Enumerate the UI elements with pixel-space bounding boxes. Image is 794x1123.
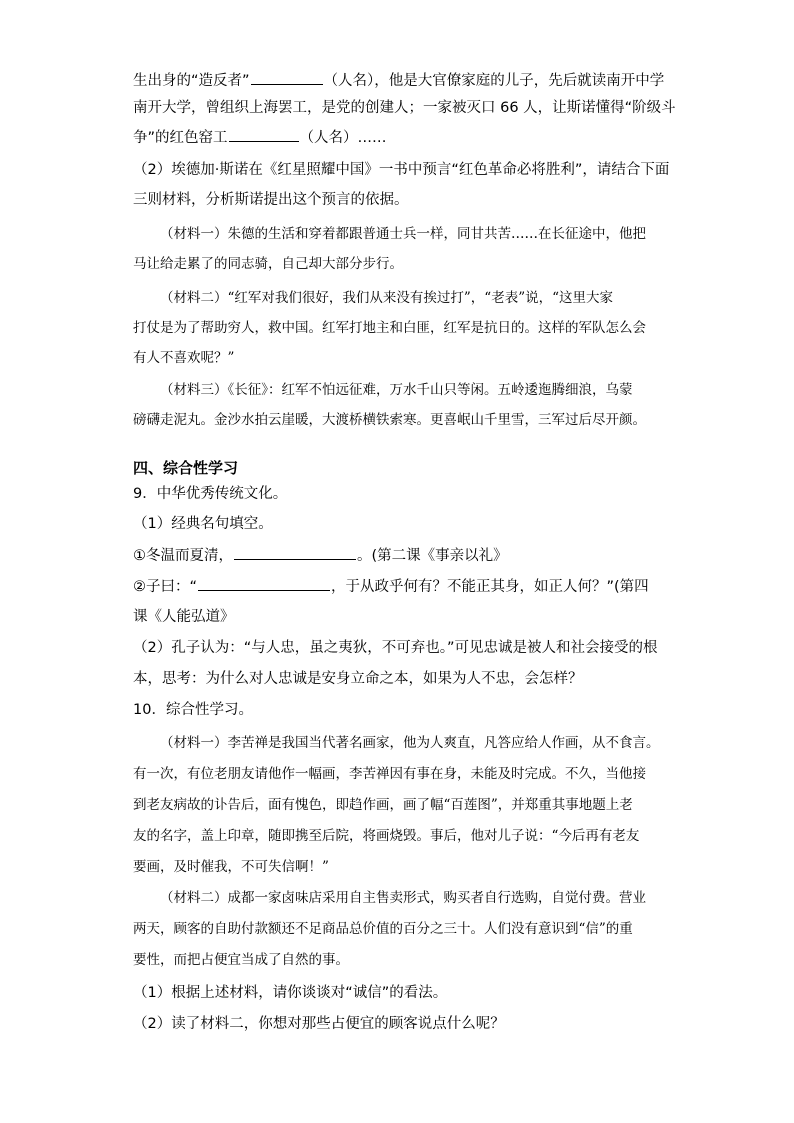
text-segment: ，于从政乎何有？不能正其身，如正人何？”(第四	[331, 579, 649, 595]
material-text: 磅礴走泥丸。金沙水拍云崖暖，大渡桥横铁索寒。更喜岷山千里雪，三军过后尽开颜。	[133, 412, 646, 428]
material-text: （材料一）朱德的生活和穿着都跟普通士兵一样，同甘共苦……在长征途中，他把	[160, 226, 646, 242]
question-text: （2）读了材料二，你想对那些占便宜的顾客说点什么呢？	[133, 1016, 505, 1032]
material-text: 友的名字，盖上印章，随即携至后院，将画烧毁。事后，他对儿子说：“今后再有老友	[133, 828, 640, 844]
question-text: 10．综合性学习。	[133, 702, 253, 718]
text-segment: 生出身的“造反者”	[133, 73, 250, 89]
text-segment: 。(第二课《事亲以礼》	[357, 548, 508, 564]
question-text: （1）经典名句填空。	[133, 516, 273, 532]
text-segment: 争”的红色窑工	[133, 130, 228, 146]
material-text: （材料二）成都一家卤味店采用自主售卖形式，购买者自行选购，自觉付费。营业	[160, 890, 646, 906]
section-heading: 四、综合性学习	[133, 459, 239, 477]
text-segment: （人名）……	[299, 130, 387, 146]
question-text: 本，思考：为什么对人忠诚是安身立命之本，如果为人不忠，会怎样？	[133, 671, 583, 687]
question-text: 9．中华优秀传统文化。	[133, 486, 288, 502]
text-line	[133, 576, 649, 597]
material-text: （材料一）李苦禅是我国当代著名画家，他为人爽直，凡答应给人作画，从不食言。	[160, 735, 660, 751]
material-text: 有人不喜欢呢？”	[133, 350, 235, 366]
material-text: （材料二）“红军对我们很好，我们从来没有挨过打”，“老表”说，“这里大家	[160, 290, 614, 306]
question-text: （2）埃德加·斯诺在《红星照耀中国》一书中预言“红色革命必将胜利”，请结合下面	[133, 162, 670, 178]
text-line: 南开大学，曾组织上海罢工，是党的创建人；一家被灭口 66 人，让斯诺懂得“阶级斗	[133, 100, 676, 116]
answer-blank[interactable]	[251, 70, 323, 85]
text-segment: （人名），他是大官僚家庭的儿子，先后就读南开中学	[323, 73, 665, 89]
question-text: （2）孔子认为：“与人忠，虽之夷狄，不可弃也。”可见忠诚是被人和社会接受的根	[133, 640, 658, 656]
material-text: （材料三）《长征》：红军不怕远征难，万水千山只等闲。五岭逶迤腾细浪，乌蒙	[160, 382, 633, 398]
question-text: （1）根据上述材料，请你谈谈对“诚信”的看法。	[133, 985, 448, 1001]
answer-blank[interactable]	[198, 576, 330, 591]
answer-blank[interactable]	[234, 545, 356, 560]
material-text: 要画，及时催我，不可失信啊！”	[133, 859, 329, 875]
text-segment: ①冬温而夏清，	[133, 548, 233, 564]
material-text: 要性，而把占便宜当成了自然的事。	[133, 952, 349, 968]
text-segment: ②子曰：“	[133, 579, 198, 595]
material-text: 马让给走累了的同志骑，自己却大部分步行。	[133, 256, 403, 272]
material-text: 到老友病故的讣告后，面有愧色，即趋作画，画了幅“百莲图”，并郑重其事地题上老	[133, 797, 633, 813]
answer-blank[interactable]	[229, 127, 299, 142]
material-text: 有一次，有位老朋友请他作一幅画，李苦禅因有事在身，未能及时完成。不久，当他接	[133, 766, 646, 782]
text-line	[133, 70, 664, 91]
text-line	[133, 127, 387, 148]
question-text: 三则材料，分析斯诺提出这个预言的依据。	[133, 192, 409, 208]
material-text: 打仗是为了帮助穷人，救中国。红军打地主和白匪，红军是抗日的。这样的军队怎么会	[133, 320, 646, 336]
text-line: 课《人能弘道》	[133, 609, 235, 625]
text-line	[133, 545, 508, 566]
material-text: 两天，顾客的自助付款额还不足商品总价值的百分之三十。人们没有意识到“信”的重	[133, 921, 633, 937]
